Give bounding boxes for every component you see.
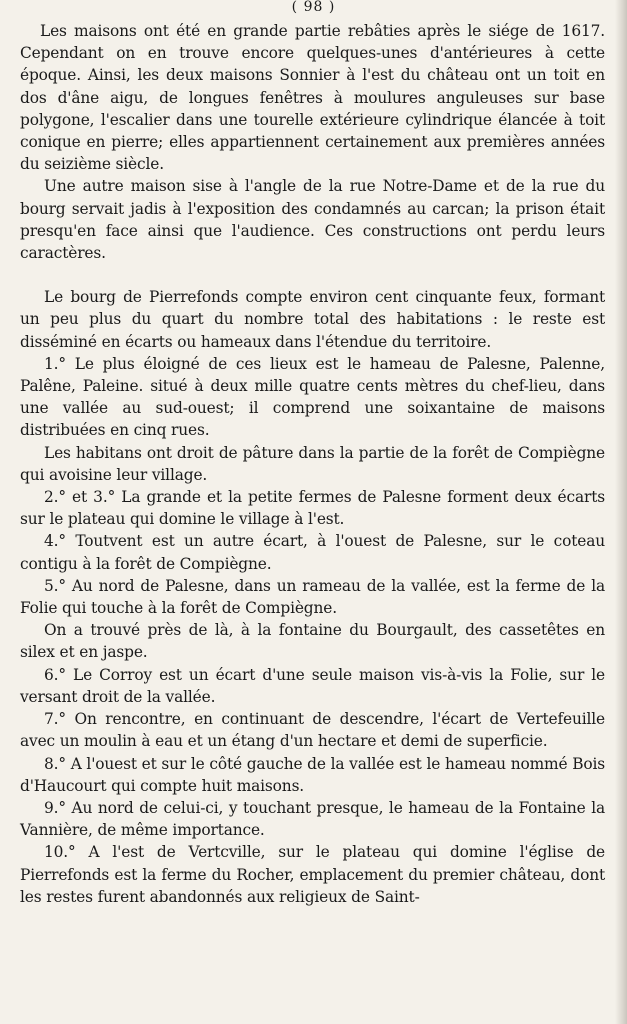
page-number: ( 98 ) (291, 0, 336, 15)
paragraph-pasture-rights: Les habitans ont droit de pâture dans la partie de la forêt de Compiègne qui avoisine leur village. (20, 443, 605, 484)
paragraph-rocher: 10.° A l'est de Vertcville, sur le plateau qui domine l'église de Pierrefonds est la ferme du Rocher, emplacement du premier château, dont les restes furent abandonnés aux religieux de Saint- (20, 843, 605, 906)
paragraph-vertefeuille: 7.° On rencontre, en continuant de descendre, l'écart de Vertefeuille avec un moulin à eau et un étang d'un hectare et demi de superficie. (20, 710, 605, 751)
paragraph-pillory-house: Une autre maison sise à l'angle de la rue Notre-Dame et de la rue du bourg servait jadis à l'exposition des condamnés au carcan; la prison était presqu'en face ainsi que l'audience. Ces constructions ont perdu leurs caractères. (20, 177, 605, 263)
page-edge-shadow (615, 0, 627, 1024)
paragraph-toutvent: 4.° Toutvent est un autre écart, à l'ouest de Palesne, sur le coteau contigu à la forêt de Compiègne. (20, 532, 605, 573)
paragraph-la-folie: 5.° Au nord de Palesne, dans un rameau de la vallée, est la ferme de la Folie qui touche à la forêt de Compiègne. (20, 576, 605, 618)
paragraph-old-houses: Les maisons ont été en grande partie rebâties après le siége de 1617. Cependant on en trouve encore quelques-unes d'antérieures à cette époque. Ainsi, les deux maisons Sonnier à l'est du château ont un toit en dos d'âne aigu, de longues fenêtres à moulures anguleuses sur base polygone, l'escalier dans une tourelle extérieure cylindrique élancée à toit conique en pierre; elles appartiennent certainement aux premières années du seizième siècle. (20, 22, 605, 174)
body-text (20, 20, 605, 908)
paragraph-palesne: 1.° Le plus éloigné de ces lieux est le hameau de Palesne, Palenne, Palêne, Paleine. situé à deux mille quatre cents mètres du chef-lieu, dans une vallée au sud-ouest; il comprend une soixantaine de maisons distribuées en cinq rues. (20, 354, 605, 440)
section-gap (20, 264, 605, 286)
paragraph-fermes-palesne: 2.° et 3.° La grande et la petite fermes de Palesne forment deux écarts sur le plateau qui domine le village à l'est. (20, 488, 605, 529)
paragraph-fontaine-vanniere: 9.° Au nord de celui-ci, y touchant presque, le hameau de la Fontaine la Vannière, de même importance. (20, 798, 605, 840)
paragraph-bois-haucourt: 8.° A l'ouest et sur le côté gauche de la vallée est le hameau nommé Bois d'Haucourt qui compte huit maisons. (20, 754, 605, 795)
paragraph-bourgault: On a trouvé près de là, à la fontaine du Bourgault, des cassetêtes en silex et en jaspe. (20, 621, 605, 662)
paragraph-corroy: 6.° Le Corroy est un écart d'une seule maison vis-à-vis la Folie, sur le versant droit de la vallée. (20, 665, 605, 706)
paragraph-bourg: Le bourg de Pierrefonds compte environ cent cinquante feux, formant un peu plus du quart du nombre total des habitations : le reste est disséminé en écarts ou hameaux dans l'étendue du territoire. (20, 288, 605, 351)
